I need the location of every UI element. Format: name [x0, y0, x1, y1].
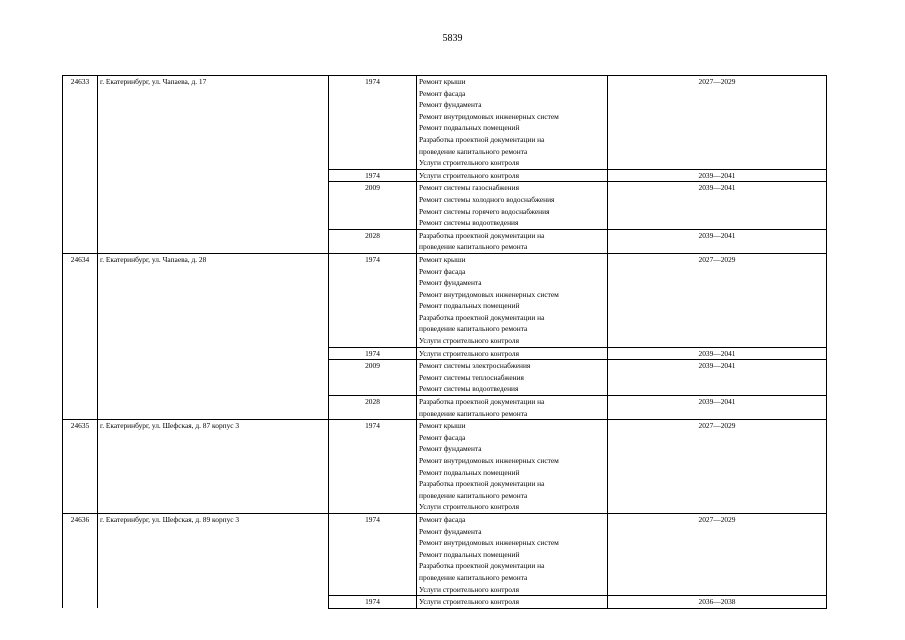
year-cell: 2028 [329, 396, 417, 420]
year-cell: 1974 [329, 420, 417, 514]
work-item: Ремонт фасада [419, 514, 466, 524]
work-item: Ремонт фундамента [419, 444, 482, 454]
work-item: Ремонт фасада [419, 432, 466, 442]
house-number-cell: 24636 [63, 513, 98, 608]
year-cell: 2028 [329, 229, 417, 253]
period-cell: 2027—2029 [608, 420, 827, 514]
repair-schedule-table [62, 75, 827, 609]
year-cell: 1974 [329, 253, 417, 347]
work-item: проведение капитального ремонта [419, 408, 528, 418]
work-item: Разработка проектной документации на [419, 561, 545, 571]
work-item: Ремонт внутридомовых инженерных систем [419, 456, 559, 465]
address-cell: г. Екатеринбург, ул. Шефская, д. 87 корпус 3 [98, 420, 329, 514]
works-cell [417, 169, 608, 182]
table-row [63, 253, 827, 347]
work-item: Ремонт внутридомовых инженерных систем [419, 289, 559, 299]
period-cell: 2039—2041 [608, 347, 827, 360]
work-item: Ремонт внутридомовых инженерных систем [419, 111, 559, 121]
period-cell: 2027—2029 [608, 253, 827, 347]
period-cell: 2039—2041 [608, 229, 827, 253]
works-cell [417, 182, 608, 229]
table-row [63, 76, 827, 170]
work-item: Разработка проектной документации на [419, 397, 545, 407]
year-cell: 1974 [329, 76, 417, 170]
works-cell [417, 76, 608, 170]
work-item: Услуги строительного контроля [419, 158, 519, 168]
work-item: Ремонт крыши [419, 254, 466, 264]
work-item: Ремонт крыши [419, 77, 466, 86]
house-number-cell: 24634 [63, 253, 98, 419]
work-item: Ремонт фундамента [419, 278, 482, 288]
work-item: Услуги строительного контроля [419, 502, 519, 512]
work-item: Ремонт подвальных помещений [419, 301, 520, 311]
works-cell [417, 360, 608, 396]
work-item: Ремонт подвальных помещений [419, 549, 520, 559]
work-item: Услуги строительного контроля [419, 584, 519, 594]
work-item: проведение капитального ремонта [419, 146, 528, 156]
works-cell [417, 513, 608, 595]
year-cell: 1974 [329, 347, 417, 360]
work-item: Ремонт системы теплоснабжения [419, 372, 524, 382]
work-item: Ремонт фасада [419, 266, 466, 276]
works-cell [417, 420, 608, 514]
table-row [63, 420, 827, 514]
address-cell: г. Екатеринбург, ул. Шефская, д. 89 корпус 3 [98, 513, 329, 608]
house-number-cell: 24635 [63, 420, 98, 514]
period-cell: 2039—2041 [608, 169, 827, 182]
work-item: Разработка проектной документации на [419, 479, 545, 489]
work-item: Ремонт системы холодного водоснабжения [419, 194, 555, 204]
work-item: Ремонт системы газоснабжения [419, 183, 519, 193]
period-cell: 2027—2029 [608, 76, 827, 170]
work-item: Ремонт фундамента [419, 100, 482, 110]
year-cell: 1974 [329, 596, 417, 609]
work-item: Ремонт системы водоотведения [419, 218, 519, 228]
period-cell: 2027—2029 [608, 513, 827, 595]
work-item: Услуги строительного контроля [419, 597, 519, 607]
works-cell [417, 347, 608, 360]
work-item: Услуги строительного контроля [419, 348, 519, 358]
work-item: проведение капитального ремонта [419, 324, 528, 334]
work-item: Ремонт подвальных помещений [419, 467, 520, 477]
works-cell [417, 253, 608, 347]
address-cell: г. Екатеринбург, ул. Чапаева, д. 17 [98, 76, 329, 254]
works-cell [417, 596, 608, 609]
period-cell: 2039—2041 [608, 360, 827, 396]
work-item: Ремонт крыши [419, 421, 466, 431]
works-cell [417, 396, 608, 420]
work-item: Ремонт системы водоотведения [419, 384, 519, 394]
work-item: Услуги строительного контроля [419, 336, 519, 346]
year-cell: 2009 [329, 360, 417, 396]
work-item: проведение капитального ремонта [419, 490, 528, 500]
period-cell: 2036—2038 [608, 596, 827, 609]
work-item: Услуги строительного контроля [419, 170, 519, 180]
work-item: Ремонт фасада [419, 88, 466, 98]
address-cell: г. Екатеринбург, ул. Чапаева, д. 28 [98, 253, 329, 419]
work-item: Разработка проектной документации на [419, 134, 545, 144]
work-item: Ремонт внутридомовых инженерных систем [419, 538, 559, 548]
house-number-cell: 24633 [63, 76, 98, 254]
year-cell: 1974 [329, 169, 417, 182]
page-number: 5839 [442, 33, 463, 44]
work-item: проведение капитального ремонта [419, 242, 528, 252]
work-item: Ремонт подвальных помещений [419, 123, 520, 133]
period-cell: 2039—2041 [608, 396, 827, 420]
work-item: Ремонт фундамента [419, 526, 482, 536]
work-item: Ремонт системы горячего водоснабжения [419, 206, 550, 216]
year-cell: 2009 [329, 182, 417, 229]
work-item: Ремонт системы электроснабжения [419, 361, 531, 371]
work-item: Разработка проектной документации на [419, 230, 545, 240]
works-cell [417, 229, 608, 253]
period-cell: 2039—2041 [608, 182, 827, 229]
table-body [63, 76, 827, 609]
work-item: проведение капитального ремонта [419, 572, 528, 582]
year-cell: 1974 [329, 513, 417, 595]
table-row [63, 513, 827, 595]
work-item: Разработка проектной документации на [419, 312, 545, 322]
